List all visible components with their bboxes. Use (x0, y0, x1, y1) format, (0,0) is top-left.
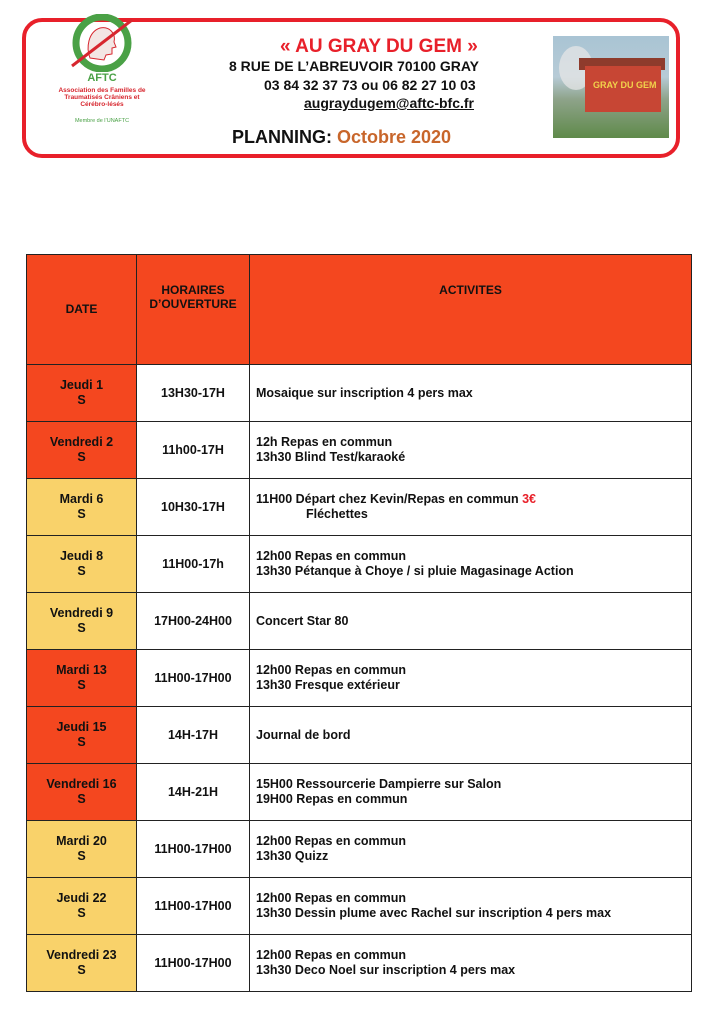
day-label: Mardi 6 (59, 492, 104, 506)
date-cell (27, 764, 137, 821)
activity-line: 13h30 Dessin plume avec Rachel sur inscription 4 pers max (256, 906, 612, 920)
head-profile-icon (66, 14, 138, 72)
day-label: Mardi 20 (56, 834, 107, 848)
hours-cell: 17H00-24H00 (137, 593, 250, 650)
day-label: Jeudi 15 (56, 720, 107, 734)
header-activities: ACTIVITES (250, 255, 692, 365)
session-label: S (77, 963, 86, 977)
activity-cell (250, 536, 692, 593)
day-label: Vendredi 2 (49, 435, 114, 449)
session-label: S (77, 393, 86, 407)
activity-line: 13h30 Deco Noel sur inscription 4 pers max (256, 963, 516, 977)
date-cell (27, 593, 137, 650)
gem-photo (553, 36, 669, 138)
session-label: S (77, 678, 86, 692)
hours-cell: 11H00-17H00 (137, 650, 250, 707)
activity-cell (250, 764, 692, 821)
activity-cell (250, 821, 692, 878)
date-cell (27, 650, 137, 707)
table-row (27, 935, 692, 992)
activity-line: 13h30 Pétanque à Choye / si pluie Magasinage Action (256, 564, 574, 578)
activity-line: Journal de bord (256, 727, 351, 742)
activity-line: 12h00 Repas en commun (256, 549, 407, 563)
activity-cell (250, 479, 692, 536)
table-row (27, 650, 692, 707)
price-tag: 3€ (522, 492, 536, 506)
planning-label: PLANNING: (232, 127, 332, 147)
hours-cell: 11H00-17H00 (137, 821, 250, 878)
activity-cell (250, 878, 692, 935)
hours-cell: 11H00-17h (137, 536, 250, 593)
activity-cell (250, 422, 692, 479)
day-label: Vendredi 23 (46, 948, 117, 962)
logo-description: Association des Familles de Traumatisés Crâniens et Cérébro-lésés (58, 87, 146, 108)
header-hours: HORAIRES D’OUVERTURE (137, 255, 250, 365)
activity-cell (250, 650, 692, 707)
activity-line (256, 492, 690, 507)
activity-line: 12h00 Repas en commun (256, 663, 407, 677)
hours-cell: 11H00-17H00 (137, 935, 250, 992)
activity-line: 12h00 Repas en commun (256, 834, 407, 848)
table-row (27, 422, 692, 479)
table-row (27, 764, 692, 821)
table-row (27, 536, 692, 593)
table-header-row (27, 255, 692, 365)
day-label: Jeudi 1 (59, 378, 104, 392)
date-cell (27, 479, 137, 536)
session-label: S (77, 621, 86, 635)
date-cell (27, 365, 137, 422)
date-cell (27, 536, 137, 593)
aftc-logo (52, 14, 152, 126)
activity-line: 15H00 Ressourcerie Dampierre sur Salon (256, 777, 502, 791)
activity-line: Fléchettes (306, 507, 368, 521)
activity-cell (250, 365, 692, 422)
logo-member: Membre de l’UNAFTC (74, 118, 130, 124)
address: 8 RUE DE L’ABREUVOIR 70100 GRAY (229, 58, 480, 74)
activity-line: 12h00 Repas en commun (256, 948, 407, 962)
day-label: Vendredi 16 (46, 777, 117, 791)
date-cell (27, 878, 137, 935)
activity-text: 11H00 Départ chez Kevin/Repas en commun (256, 492, 519, 506)
session-label: S (77, 735, 86, 749)
hours-cell: 11H00-17H00 (137, 878, 250, 935)
planning-month: Octobre 2020 (337, 127, 452, 147)
day-label: Jeudi 22 (56, 891, 107, 905)
table-row (27, 365, 692, 422)
activity-line: 12h00 Repas en commun (256, 891, 407, 905)
date-cell (27, 707, 137, 764)
date-cell (27, 935, 137, 992)
activity-line: 13h30 Fresque extérieur (256, 678, 400, 692)
activity-line: 12h Repas en commun (256, 435, 393, 449)
email-link[interactable]: augraydugem@aftc-bfc.fr (304, 95, 475, 111)
table-row (27, 878, 692, 935)
session-label: S (77, 564, 86, 578)
date-cell (27, 821, 137, 878)
photo-sign: GRAY DU GEM (593, 80, 657, 90)
table-row (27, 707, 692, 764)
date-cell (27, 422, 137, 479)
table-row (27, 593, 692, 650)
session-label: S (77, 906, 86, 920)
activity-line: 13h30 Quizz (256, 849, 329, 863)
day-label: Vendredi 9 (49, 606, 114, 620)
session-label: S (77, 507, 86, 521)
table-row (27, 479, 692, 536)
hours-cell: 11h00-17H (137, 422, 250, 479)
page-title: « AU GRAY DU GEM » (280, 36, 478, 57)
planning-heading (232, 127, 451, 148)
phone: 03 84 32 37 73 ou 06 82 27 10 03 (264, 77, 476, 93)
session-label: S (77, 792, 86, 806)
session-label: S (77, 849, 86, 863)
activity-line: 19H00 Repas en commun (256, 792, 408, 806)
activity-cell (250, 593, 692, 650)
hours-cell: 13H30-17H (137, 365, 250, 422)
activity-cell (250, 935, 692, 992)
hours-cell: 14H-21H (137, 764, 250, 821)
planning-table (26, 254, 692, 992)
session-label: S (77, 450, 86, 464)
logo-abbr: AFTC (87, 72, 117, 84)
day-label: Mardi 13 (56, 663, 107, 677)
activity-cell (250, 707, 692, 764)
day-label: Jeudi 8 (59, 549, 104, 563)
activity-line: Mosaique sur inscription 4 pers max (256, 385, 473, 400)
table-row (27, 821, 692, 878)
activity-line: 13h30 Blind Test/karaoké (256, 450, 406, 464)
hours-cell: 14H-17H (137, 707, 250, 764)
header-date: DATE (27, 255, 137, 365)
hours-cell: 10H30-17H (137, 479, 250, 536)
activity-line: Concert Star 80 (256, 613, 349, 628)
